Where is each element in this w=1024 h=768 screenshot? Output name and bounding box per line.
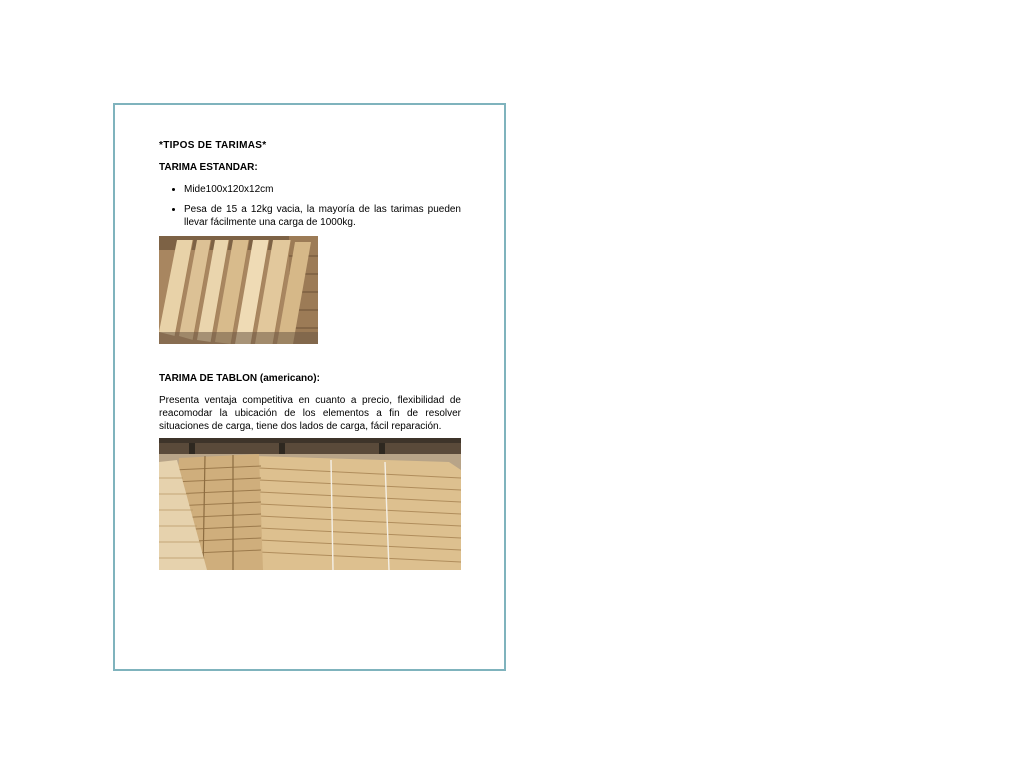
section-heading-standard: TARIMA ESTANDAR: — [159, 162, 258, 173]
pallet-photo — [159, 236, 318, 344]
section-standard — [159, 139, 461, 236]
document-page — [113, 103, 506, 671]
document-title: *TIPOS DE TARIMAS* — [159, 140, 267, 151]
section-paragraph-tablon: Presenta ventaja competitiva en cuanto a precio, flexibilidad de reacomodar la ubicación de los elementos a fin de resolver situaciones de carga, tiene dos lados de carga, fácil reparación. — [159, 395, 461, 432]
bullet-item-weight: Pesa de 15 a 12kg vacia, la mayoría de las tarimas pueden llevar fácilmente una carga de 1000kg. — [184, 204, 461, 228]
bullet-item-dimensions: Mide100x120x12cm — [184, 183, 461, 196]
bullet-list — [159, 183, 461, 229]
lumber-stack-photo — [159, 438, 461, 570]
section-heading-tablon: TARIMA DE TABLON (americano): — [159, 373, 320, 384]
section-tablon — [159, 372, 461, 433]
